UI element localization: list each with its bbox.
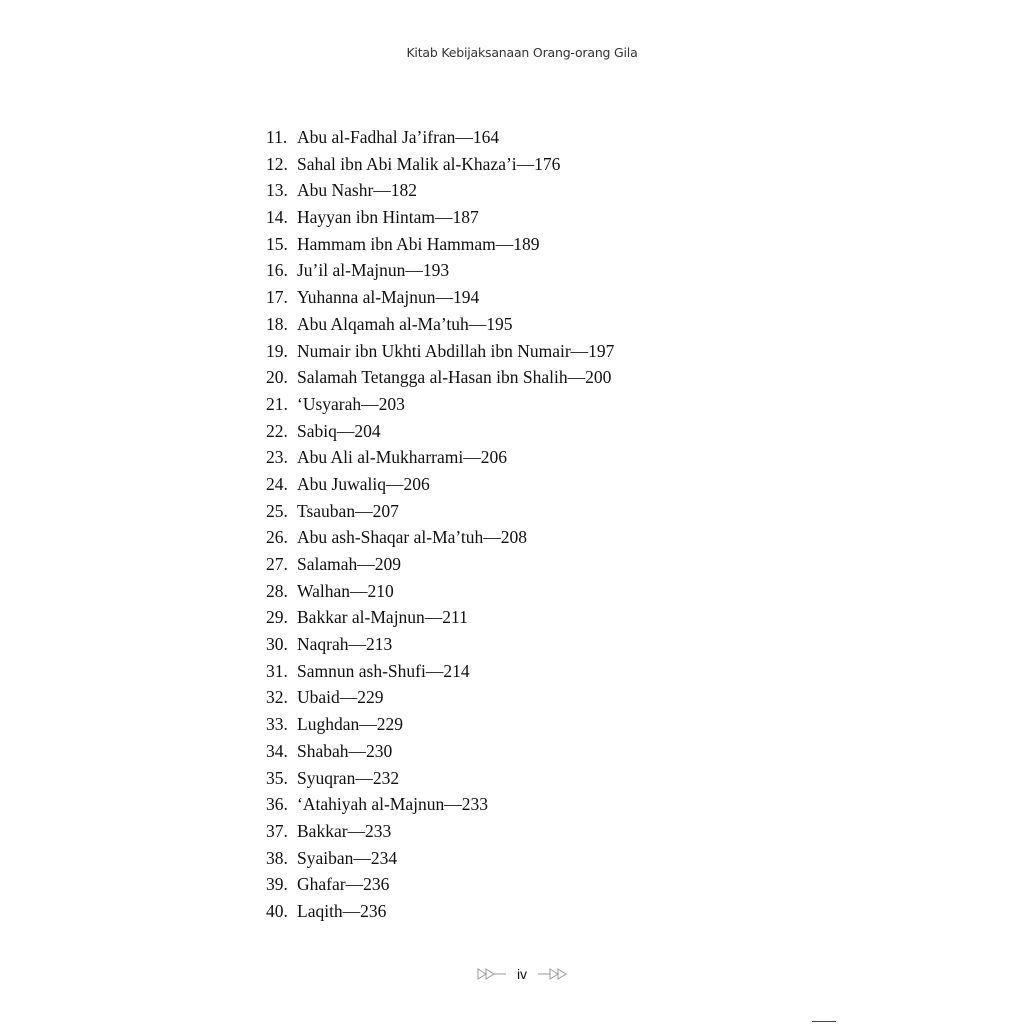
item-text: ‘Usyarah—203 [297,393,405,414]
page-number: iv [516,966,528,982]
list-item [266,845,614,872]
list-item [266,551,614,578]
item-text: Numair ibn Ukhti Abdillah ibn Numair—197 [297,340,615,361]
item-number: 37. [266,820,288,841]
item-text: Salamah Tetangga al-Hasan ibn Shalih—200 [297,367,612,388]
item-number: 35. [266,767,288,788]
list-item [266,338,614,365]
list-item [266,204,614,231]
list-item [266,738,614,765]
list-item [266,471,614,498]
item-text: Bakkar al-Majnun—211 [297,607,468,628]
item-text: Ghafar—236 [297,874,390,895]
item-number: 25. [266,500,288,521]
item-text: Yuhanna al-Majnun—194 [297,287,480,308]
list-item [266,658,614,685]
list-item [266,631,614,658]
list-item [266,871,614,898]
item-number: 31. [266,660,288,681]
item-number: 16. [266,260,288,281]
item-number: 28. [266,580,288,601]
item-number: 40. [266,900,288,921]
item-number: 32. [266,687,288,708]
list-item [266,177,614,204]
item-text: Laqith—236 [297,900,387,921]
list-item [266,498,614,525]
list-item [266,684,614,711]
list-item [266,578,614,605]
list-item [266,124,614,151]
item-text: Hammam ibn Abi Hammam—189 [297,233,540,254]
item-number: 18. [266,313,288,334]
item-number: 34. [266,740,288,761]
list-item [266,391,614,418]
item-text: Salamah—209 [297,554,402,574]
list-item [266,311,614,338]
item-number: 21. [266,393,288,414]
list-item [266,604,614,631]
item-text: Abu Ali al-Mukharrami—206 [297,447,507,468]
item-text: Syaiban—234 [297,847,398,868]
item-text: Syuqran—232 [297,767,400,788]
list-item [266,257,614,284]
item-text: Lughdan—229 [297,714,403,735]
item-number: 24. [266,473,288,494]
item-text: ‘Atahiyah al-Majnun—233 [297,794,488,815]
item-text: Ubaid—229 [297,687,384,708]
table-of-contents-list [266,124,614,925]
item-text: Abu Juwaliq—206 [297,473,430,494]
list-item [266,444,614,471]
item-text: Abu al-Fadhal Ja’ifran—164 [297,127,500,147]
item-number: 23. [266,447,288,468]
item-text: Samnun ash-Shufi—214 [297,660,470,681]
running-header: Kitab Kebijaksanaan Orang-orang Gila [406,45,638,60]
item-text: Shabah—230 [297,740,393,761]
item-text: Abu ash-Shaqar al-Ma’tuh—208 [297,527,528,548]
item-number: 38. [266,847,288,868]
list-item [266,898,614,925]
item-number: 27. [266,554,288,574]
double-arrow-ornament-icon [477,968,507,980]
item-number: 29. [266,607,288,628]
item-number: 19. [266,340,288,361]
list-item [266,711,614,738]
item-number: 39. [266,874,288,895]
item-text: Abu Nashr—182 [297,180,418,201]
corner-mark [812,1021,836,1022]
item-number: 14. [266,207,288,228]
item-number: 13. [266,180,288,201]
list-item [266,364,614,391]
list-item [266,231,614,258]
item-text: Hayyan ibn Hintam—187 [297,207,479,228]
item-text: Tsauban—207 [297,500,399,521]
list-item [266,765,614,792]
item-text: Ju’il al-Majnun—193 [297,260,450,281]
item-text: Naqrah—213 [297,634,393,655]
item-text: Sabiq—204 [297,420,381,441]
item-text: Abu Alqamah al-Ma’tuh—195 [297,313,513,334]
item-number: 36. [266,794,288,815]
list-item [266,791,614,818]
item-number: 30. [266,634,288,655]
item-number: 33. [266,714,288,735]
list-item [266,818,614,845]
item-number: 26. [266,527,288,548]
item-text: Bakkar—233 [297,820,392,841]
list-item [266,524,614,551]
item-text: Sahal ibn Abi Malik al-Khaza’i—176 [297,153,561,174]
item-number: 11. [266,127,288,147]
list-item [266,418,614,445]
list-item [266,151,614,178]
item-number: 15. [266,233,288,254]
item-number: 17. [266,287,288,308]
item-number: 22. [266,420,288,441]
item-text: Walhan—210 [297,580,394,601]
item-number: 12. [266,153,288,174]
item-number: 20. [266,367,288,388]
double-arrow-ornament-icon [537,968,567,980]
page-footer [0,966,1024,982]
list-item [266,284,614,311]
